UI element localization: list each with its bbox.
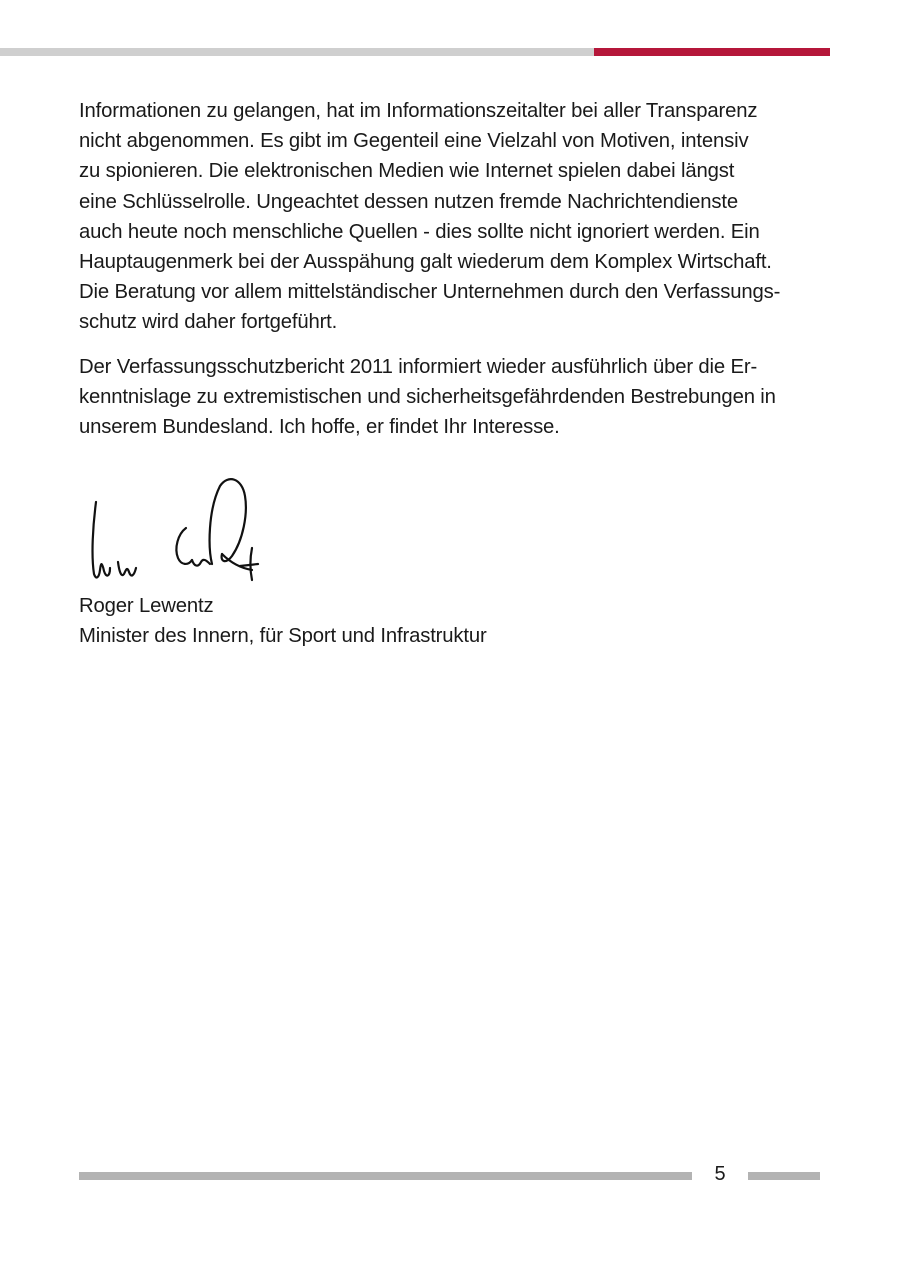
main-content — [79, 96, 839, 442]
page-number: 5 — [714, 1163, 726, 1185]
header-rule-accent — [594, 48, 830, 56]
body-paragraph-2 — [79, 352, 839, 443]
signatory-block — [79, 591, 487, 651]
text-line: zu spionieren. Die elektronischen Medien wie Internet spielen dabei längst — [79, 160, 735, 183]
text-line: kenntnislage zu extremistischen und sicherheitsgefährdenden Bestrebungen in — [79, 385, 776, 408]
text-line: Die Beratung vor allem mittelständischer Unternehmen durch den Verfassungs- — [79, 281, 781, 304]
body-paragraph-1 — [79, 96, 839, 338]
footer-rule-right — [748, 1172, 820, 1180]
text-line: unserem Bundesland. Ich hoffe, er findet Ihr Interesse. — [79, 416, 560, 439]
text-line: nicht abgenommen. Es gibt im Gegenteil eine Vielzahl von Motiven, intensiv — [79, 130, 749, 153]
text-line: Informationen zu gelangen, hat im Informationszeitalter bei aller Transparenz — [79, 100, 758, 122]
text-line: Der Verfassungsschutzbericht 2011 informiert wieder ausführlich über die Er- — [79, 355, 758, 378]
handwritten-signature — [80, 470, 280, 590]
footer-rule-left — [79, 1172, 692, 1180]
text-line: auch heute noch menschliche Quellen - dies sollte nicht ignoriert werden. Ein — [79, 220, 760, 243]
signatory-name: Roger Lewentz — [79, 595, 214, 617]
header-rule-gray — [0, 48, 594, 56]
signatory-title: Minister des Innern, für Sport und Infrastruktur — [79, 625, 487, 648]
text-line: eine Schlüsselrolle. Ungeachtet dessen nutzen fremde Nachrichtendienste — [79, 190, 739, 213]
text-line: schutz wird daher fortgeführt. — [79, 311, 338, 334]
text-line: Hauptaugenmerk bei der Ausspähung galt wiederum dem Komplex Wirtschaft. — [79, 251, 772, 274]
